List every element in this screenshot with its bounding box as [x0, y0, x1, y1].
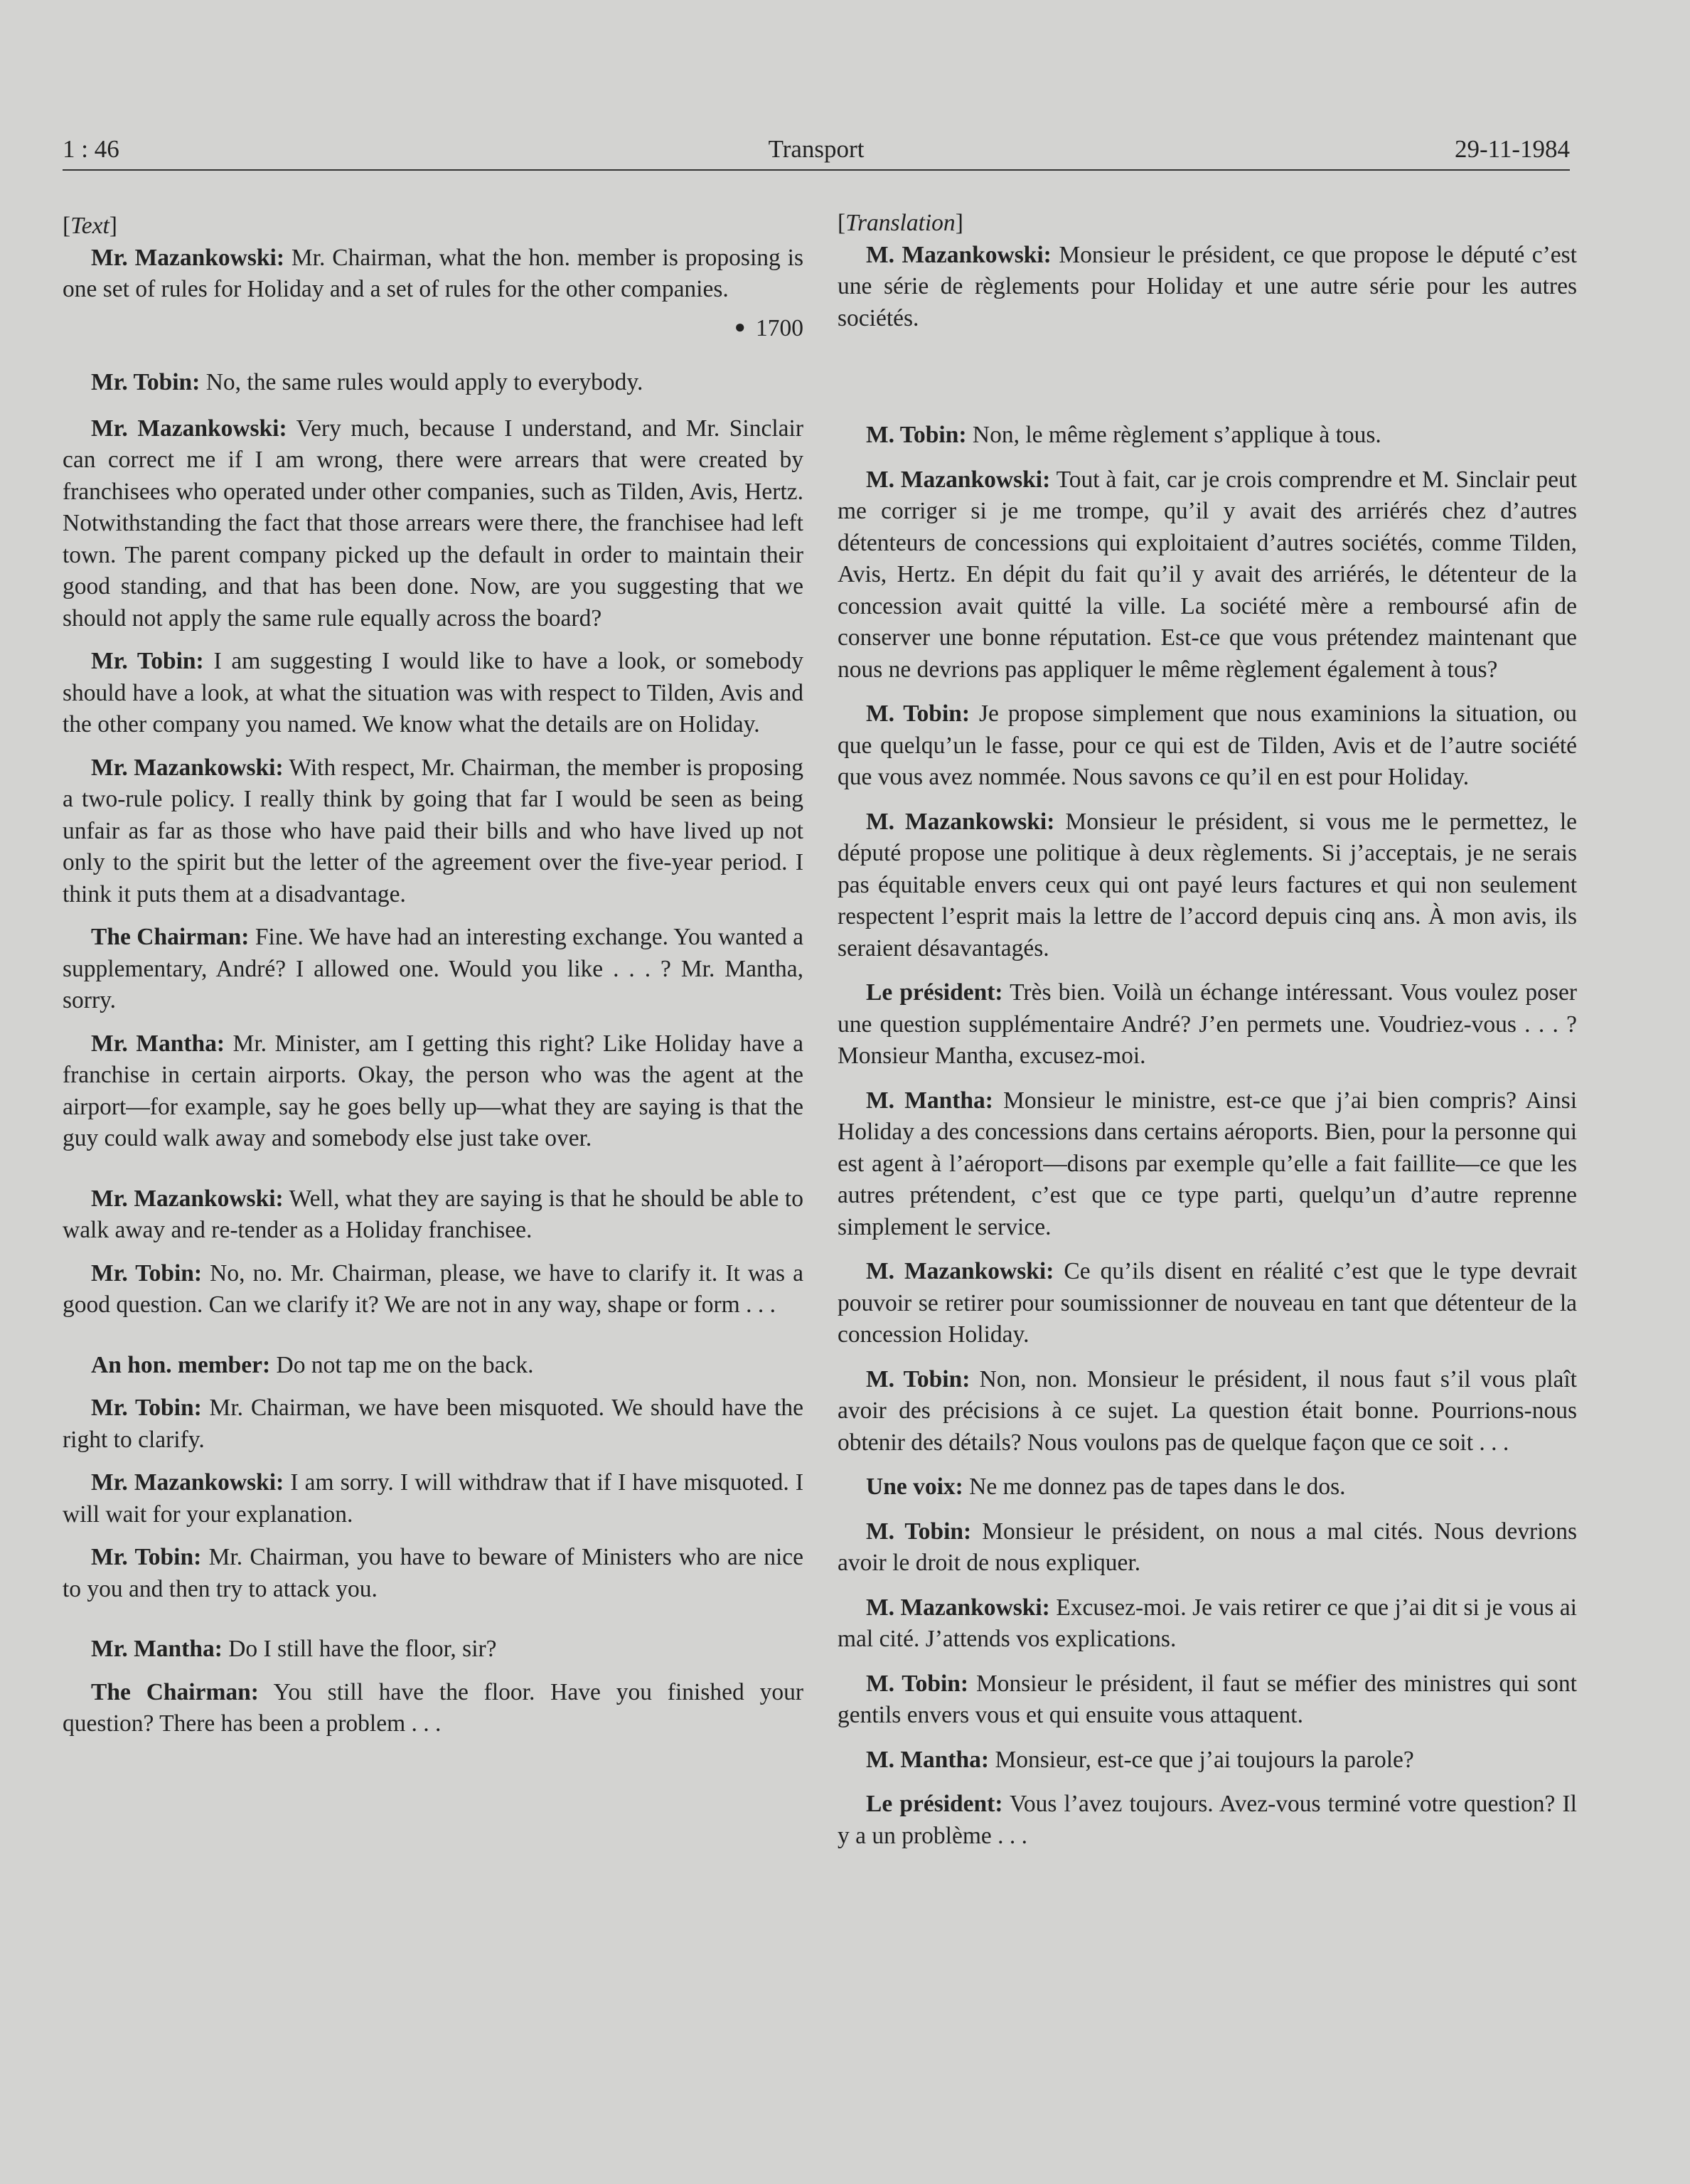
speaker-name: The Chairman:	[91, 1678, 259, 1705]
paragraph	[63, 367, 803, 399]
section-tag-label: Text	[70, 213, 109, 239]
speaker-name: M. Tobin:	[866, 1518, 972, 1545]
speech-text: Monsieur le président, si vous me le permettez, le député propose une politique à deux règlements. Si j’acceptais, je ne serais pas équitable envers ceux qui ont payé leurs factures et qui non seulement respectent l’esprit mais la lettre de l’accord depuis cinq ans. À mon avis, ils seraient désavantagés.	[838, 808, 1578, 962]
speech-text: Very much, because I understand, and Mr. Sinclair can correct me if I am wrong, there were arrears that were created by franchisees who operated under other companies, such as Tilden, Avis, Hertz. Notwithstanding the fact that those arrears were there, the franchisee had left town. The parent company picked up the default in order to maintain their good standing, and that has been done. Now, are you suggesting that we should not apply the same rule equally across the board?	[63, 415, 803, 632]
speech-text: Well, what they are saying is that he should be able to walk away and re-tender as a Holiday franchisee.	[63, 1185, 803, 1243]
paragraph	[838, 1592, 1577, 1656]
speaker-name: M. Mazankowski:	[866, 1594, 1050, 1621]
speaker-name: M. Mantha:	[866, 1087, 993, 1114]
paragraph	[63, 1634, 803, 1666]
speech-text: Monsieur le président, il faut se méfier des ministres qui sont gentils envers vous et qui ensuite vous attaquent.	[838, 1670, 1577, 1728]
speech-text: Mr. Chairman, you have to beware of Ministers who are nice to you and then try to attack you.	[63, 1544, 803, 1602]
speaker-name: M. Tobin:	[866, 701, 970, 727]
page-header	[63, 132, 1570, 171]
paragraph	[63, 1350, 803, 1382]
speaker-name: Mr. Mazankowski:	[91, 1469, 284, 1496]
speaker-name: Mr. Tobin:	[91, 1259, 203, 1287]
speech-text: Do I still have the floor, sir?	[222, 1636, 497, 1662]
paragraph	[838, 977, 1577, 1072]
paragraph	[63, 1467, 803, 1530]
speech-text: Très bien. Voilà un échange intéressant. Vous voulez poser une question supplémentaire André? J’en permets une. Voudriez-vous . . . ? Monsieur Mantha, excusez-moi.	[838, 979, 1577, 1069]
speech-text: I am sorry. I will withdraw that if I have misquoted. I will wait for your explanation.	[63, 1469, 803, 1528]
speech-text: Tout à fait, car je crois comprendre et M. Sinclair peut me corriger si je me trompe, qu’il y avait des arriérés chez d’autres détenteurs de concessions qui exploitaient d’autres sociétés, comme Tilden, Avis, Hertz. En dépit du fait qu’il y avait des arriérés, le détenteur de la concession avait quitté la ville. La société mère a remboursé afin de conserver une bonne réputation. Est-ce que vous prétendez maintenant que nous ne devrions pas appliquer le même règlement également à tous?	[838, 466, 1577, 683]
timestamp	[63, 313, 803, 346]
paragraph	[63, 1028, 803, 1155]
speech-text: Fine. We have had an interesting exchange. You wanted a supplementary, André? I allowed one. Would you like . . . ? Mr. Mantha, sorry.	[63, 924, 803, 1013]
paragraph	[63, 1542, 803, 1605]
speech-text: Monsieur, est-ce que j’ai toujours la parole?	[989, 1746, 1414, 1773]
speech-text: Ne me donnez pas de tapes dans le dos.	[963, 1474, 1346, 1500]
running-title: Transport	[768, 135, 865, 163]
paragraph	[838, 1364, 1577, 1459]
speech-text: With respect, Mr. Chairman, the member is proposing a two-rule policy. I really think by going that far I would be seen as being unfair as far as those who have paid their bills and who have lived up not only to the spirit but the letter of the agreement over the five-year period. I think it puts them at a disadvantage.	[63, 754, 803, 907]
speech-text: Excusez-moi. Je vais retirer ce que j’ai dit si je vous ai mal cité. J’attends vos explications.	[838, 1594, 1577, 1652]
section-tag: [Text]	[63, 213, 117, 239]
page-number: 1 : 46	[63, 135, 119, 163]
paragraph	[838, 1256, 1577, 1351]
paragraph	[63, 752, 803, 911]
section-tag: [Translation]	[838, 210, 963, 236]
paragraph	[838, 1668, 1577, 1732]
section-tag-label: Translation	[845, 210, 956, 236]
paragraph	[63, 1183, 803, 1247]
speaker-name: Mr. Tobin:	[91, 1395, 202, 1421]
speaker-name: M. Tobin:	[866, 1670, 969, 1697]
speech-text: Non, le même règlement s’applique à tous.	[966, 422, 1381, 448]
speech-text: Mr. Chairman, we have been misquoted. We should have the right to clarify.	[63, 1395, 803, 1453]
timestamp-value: 1700	[756, 314, 803, 341]
speaker-name: Le président:	[866, 979, 1003, 1006]
speech-text: No, no. Mr. Chairman, please, we have to clarify it. It was a good question. Can we clarify it? We are not in any way, shape or form . . .	[63, 1259, 803, 1318]
speech-text: I am suggesting I would like to have a look, or somebody should have a look, at what the situation was with respect to Tilden, Avis and the other company you named. We know what the details are on Holiday.	[63, 648, 803, 737]
speech-text: Monsieur le président, on nous a mal cités. Nous devrions avoir le droit de nous expliquer.	[838, 1518, 1577, 1576]
speaker-name: Une voix:	[866, 1474, 963, 1500]
paragraph	[838, 1085, 1577, 1244]
paragraph	[63, 1258, 803, 1321]
paragraph	[838, 1744, 1577, 1777]
speaker-name: M. Mazankowski:	[866, 1258, 1054, 1284]
speaker-name: Mr. Tobin:	[91, 1544, 202, 1570]
paragraph	[63, 413, 803, 635]
speaker-name: Mr. Mazankowski:	[91, 415, 287, 442]
speaker-name: Mr. Tobin:	[91, 369, 200, 395]
english-column	[63, 211, 803, 1740]
speaker-name: Mr. Mazankowski:	[91, 754, 284, 781]
speaker-name: Mr. Mantha:	[91, 1030, 225, 1057]
speech-text: Non, non. Monsieur le président, il nous faut s’il vous plaît avoir des précisions à ce sujet. La question était bonne. Pourrions-nous obtenir des détails? Nous voulons pas de quelque façon que ce soit . . .	[838, 1365, 1577, 1456]
speaker-name: Mr. Mazankowski:	[91, 1185, 284, 1212]
paragraph	[63, 243, 803, 306]
speech-text: Monsieur le ministre, est-ce que j’ai bien compris? Ainsi Holiday a des concessions dans certains aéroports. Bien, pour la personne qui est agent à l’aéroport—disons par exemple qu’elle a fait faillite—ce que les autres prétendent, c’est que ce type parti, quelqu’un d’autre reprenne simplement le service.	[838, 1087, 1577, 1240]
paragraph	[838, 464, 1577, 686]
speech-text: Ce qu’ils disent en réalité c’est que le type devrait pouvoir se retirer pour soumissionner de nouveau en tant que détenteur de la concession Holiday.	[838, 1258, 1577, 1348]
bullet-icon: ●	[734, 316, 746, 337]
paragraph	[838, 1516, 1577, 1580]
speaker-name: M. Mazankowski:	[866, 241, 1052, 268]
speaker-name: M. Mazankowski:	[866, 808, 1055, 835]
page-date: 29-11-1984	[1454, 135, 1570, 163]
speaker-name: M. Tobin:	[866, 422, 967, 448]
paragraph	[838, 1471, 1577, 1503]
paragraph	[838, 1789, 1577, 1852]
speaker-name: Mr. Mazankowski:	[91, 244, 284, 271]
french-column	[838, 208, 1577, 1852]
paragraph	[63, 922, 803, 1017]
speaker-name: Le président:	[866, 1791, 1003, 1817]
speech-text: Monsieur le président, ce que propose le député c’est une série de règlements pour Holiday et une autre série pour les autres sociétés.	[838, 241, 1577, 331]
paragraph	[838, 806, 1577, 965]
paragraph	[838, 420, 1577, 452]
speech-text: Je propose simplement que nous examinions la situation, ou que quelqu’un le fasse, pour ce qui est de Tilden, Avis et de l’autre société que vous avez nommée. Nous savons ce qu’il en est pour Holiday.	[838, 701, 1577, 790]
speaker-name: Mr. Tobin:	[91, 648, 204, 674]
speech-text: Mr. Minister, am I getting this right? Like Holiday have a franchise in certain airports. Okay, the person who was the agent at the airport—for example, say he goes belly up—what they are saying is that the guy could walk away and somebody else just take over.	[63, 1030, 803, 1151]
paragraph	[838, 240, 1577, 335]
speech-text: Vous l’avez toujours. Avez-vous terminé votre question? Il y a un problème . . .	[838, 1791, 1577, 1849]
speaker-name: M. Mazankowski:	[866, 466, 1051, 493]
speech-text: Mr. Chairman, what the hon. member is proposing is one set of rules for Holiday and a set of rules for the other companies.	[63, 244, 803, 302]
paragraph	[63, 646, 803, 741]
speaker-name: An hon. member:	[91, 1351, 271, 1378]
speaker-name: The Chairman:	[91, 924, 250, 950]
speaker-name: M. Mantha:	[866, 1746, 990, 1773]
paragraph	[838, 698, 1577, 794]
speech-text: Do not tap me on the back.	[270, 1351, 534, 1378]
speech-text: No, the same rules would apply to everybody.	[200, 369, 643, 395]
speaker-name: Mr. Mantha:	[91, 1636, 223, 1662]
speaker-name: M. Tobin:	[866, 1365, 970, 1392]
speech-text: You still have the floor. Have you finished your question? There has been a problem . . .	[63, 1678, 803, 1737]
paragraph	[63, 1392, 803, 1456]
paragraph	[63, 1677, 803, 1740]
